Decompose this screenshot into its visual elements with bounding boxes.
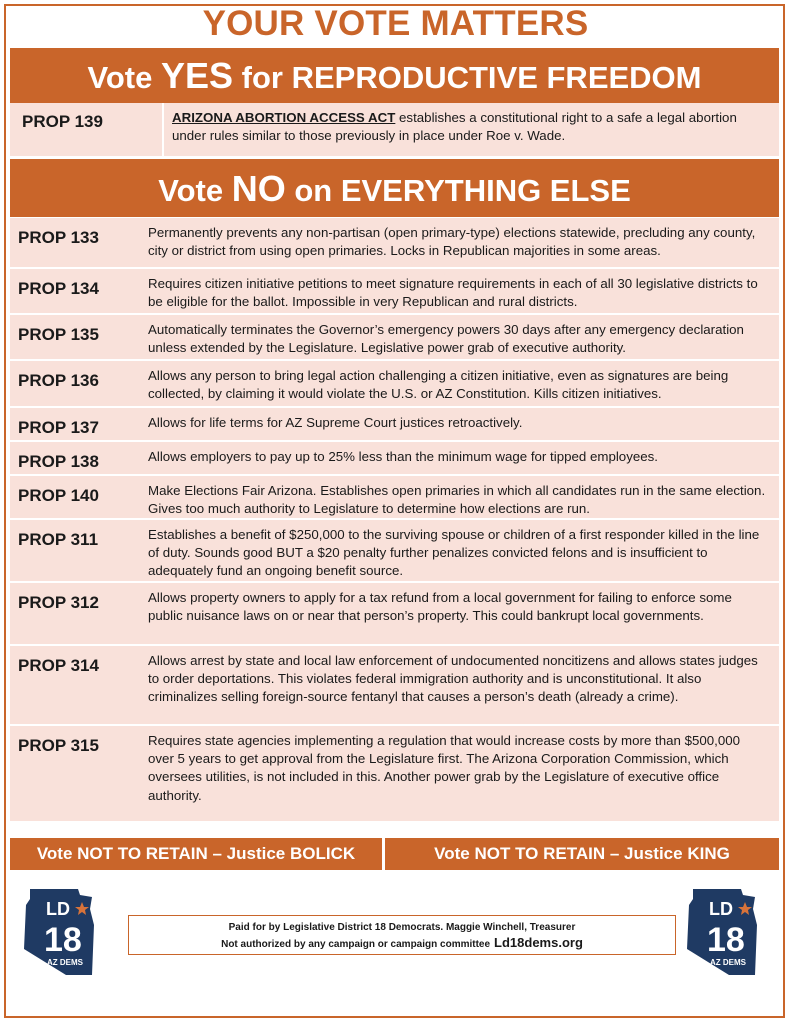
vote-no-banner xyxy=(10,159,779,217)
ld18-logo-right xyxy=(685,885,759,979)
prop-row xyxy=(10,315,779,361)
prop-text: establishes a constitutional right to a safe a legal abortion under rules similar to those previously in place under Roe v. Wade. xyxy=(172,110,737,143)
prop-label: PROP 139 xyxy=(22,112,103,131)
vote-yes-post: for REPRODUCTIVE FREEDOM xyxy=(233,60,702,95)
retain-bolick-banner: Vote NOT TO RETAIN – Justice BOLICK xyxy=(10,838,382,870)
ld18-logo-left xyxy=(22,885,96,979)
retain-king-banner: Vote NOT TO RETAIN – Justice KING xyxy=(385,838,779,870)
prop-description: Allows property owners to apply for a tax refund from a local government for failing to enforce some public nuisance laws on or near that person’s property. This could bankrupt local governments. xyxy=(148,590,732,624)
prop-row xyxy=(10,218,779,269)
prop-title: ARIZONA ABORTION ACCESS ACT xyxy=(172,110,396,125)
prop-description: Establishes a benefit of $250,000 to the surviving spouse or children of a first responder killed in the line of duty. Sounds good BUT a $20 penalty further penalizes convicted felons and is insufficient to adequately fund an ongoing benefit source. xyxy=(148,527,760,579)
prop-label: PROP 312 xyxy=(18,593,99,612)
prop-label: PROP 315 xyxy=(18,736,99,755)
prop-row xyxy=(10,361,779,408)
prop-label: PROP 314 xyxy=(18,656,99,675)
prop-description: Allows for life terms for AZ Supreme Court justices retroactively. xyxy=(148,415,523,430)
logo-ld-text: LD xyxy=(709,899,733,919)
prop-row xyxy=(10,442,779,476)
page-title: YOUR VOTE MATTERS xyxy=(202,4,589,43)
website-link[interactable]: Ld18dems.org xyxy=(494,935,583,950)
vote-yes-banner xyxy=(10,48,779,103)
prop-139-row xyxy=(10,103,779,156)
disclaimer-line-2 xyxy=(129,935,675,952)
prop-label: PROP 136 xyxy=(18,371,99,390)
logo-az-dems: AZ DEMS xyxy=(47,958,83,967)
logo-ld-text: LD xyxy=(46,899,70,919)
prop-description: Allows any person to bring legal action challenging a citizen initiative, even as signatures are being collected, by claiming it would violate the U.S. or AZ Constitution. Kills citizen initiatives. xyxy=(148,368,729,402)
prop-row xyxy=(10,646,779,726)
logo-number: 18 xyxy=(44,921,82,959)
prop-row xyxy=(10,520,779,583)
vote-no-emphasis: NO xyxy=(231,168,286,209)
prop-label: PROP 134 xyxy=(18,279,99,298)
prop-row xyxy=(10,476,779,520)
vote-yes-emphasis: YES xyxy=(160,55,234,96)
logo-az-dems: AZ DEMS xyxy=(710,958,746,967)
disclaimer-text: Not authorized by any campaign or campaign committee xyxy=(221,939,491,950)
prop-row xyxy=(10,269,779,315)
vote-no-pre: Vote xyxy=(158,173,232,208)
prop-label: PROP 138 xyxy=(18,452,99,471)
disclaimer-box xyxy=(128,915,676,955)
prop-label: PROP 140 xyxy=(18,486,99,505)
disclaimer-line-1: Paid for by Legislative District 18 Democrats. Maggie Winchell, Treasurer xyxy=(228,922,576,933)
prop-description: Automatically terminates the Governor’s emergency powers 30 days after any emergency declaration unless extended by the Legislature. Legislative power grab of executive authority. xyxy=(148,322,744,356)
prop-description: Allows arrest by state and local law enforcement of undocumented noncitizens and allows states judges to order deportations. This violates federal immigration authority and is unconstitutional. It also criminalizes selling foreign-source fentanyl that causes a person’s death (already a crime). xyxy=(148,653,758,705)
prop-row xyxy=(10,583,779,646)
prop-description: Requires state agencies implementing a regulation that would increase costs by more than $500,000 over 5 years to get approval from the Legislature first. The Arizona Corporation Commission, which oversees utilities, is not included in this. Another power grab by the Legislature of executive office authority. xyxy=(148,733,741,803)
prop-description xyxy=(172,109,762,145)
prop-label: PROP 133 xyxy=(18,228,99,247)
prop-description: Requires citizen initiative petitions to meet signature requirements in each of all 30 legislative districts to be eligible for the ballot. Impossible in very Republican and rural districts. xyxy=(148,276,758,310)
prop-row xyxy=(10,726,779,823)
prop-label: PROP 311 xyxy=(18,530,99,549)
prop-description: Allows employers to pay up to 25% less than the minimum wage for tipped employees. xyxy=(148,449,658,464)
prop-description: Make Elections Fair Arizona. Establishes open primaries in which all candidates run in the same election. Gives too much authority to Legislature to determine how elections are run. xyxy=(148,483,766,517)
no-props-list xyxy=(10,218,779,823)
vote-no-post: on EVERYTHING ELSE xyxy=(285,173,631,208)
logo-number: 18 xyxy=(707,921,745,959)
prop-label-cell xyxy=(10,103,164,156)
prop-row xyxy=(10,408,779,442)
prop-label: PROP 135 xyxy=(18,325,99,344)
prop-description: Permanently prevents any non-partisan (open primary-type) elections statewide, precluding any county, city or district from using open primaries. Locks in Republican majorities in some areas. xyxy=(148,225,756,259)
prop-label: PROP 137 xyxy=(18,418,99,437)
vote-yes-pre: Vote xyxy=(87,60,161,95)
